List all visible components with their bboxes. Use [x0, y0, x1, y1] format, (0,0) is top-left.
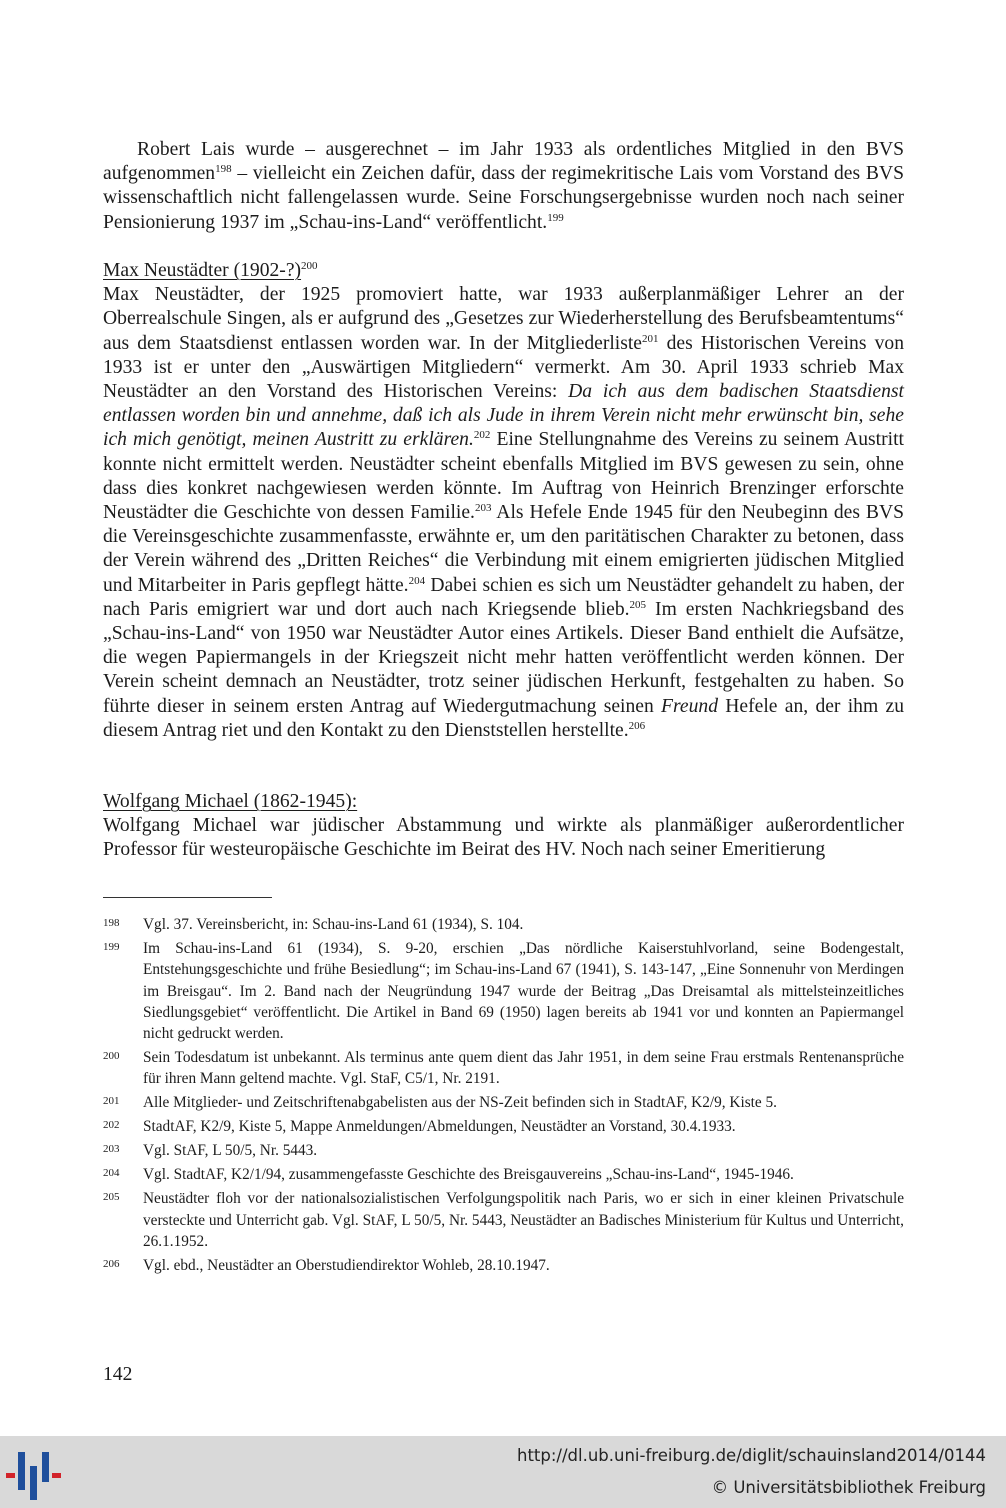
- footnote-ref[interactable]: 206: [628, 719, 646, 732]
- footnote-text: Alle Mitglieder- und Zeitschriftenabgabelisten aus der NS-Zeit befinden sich in StadtAF, K2/9, Kiste 5.: [143, 1094, 777, 1112]
- text: Hefele an, der ihm zu diesem Antrag riet und den Kontakt zu den Dienststellen herstellte.: [103, 695, 904, 741]
- footnote-ref[interactable]: 198: [215, 163, 232, 176]
- section-max-neustaedter: [103, 259, 904, 743]
- footnote: [103, 938, 904, 1044]
- footnote: [103, 1092, 904, 1113]
- footnote-ref[interactable]: 202: [473, 429, 491, 442]
- section-heading: Max Neustädter (1902-?): [103, 260, 302, 281]
- source-url-link[interactable]: http://dl.ub.uni-freiburg.de/diglit/schauinsland2014/0144: [516, 1446, 986, 1465]
- page-number: 142: [103, 1364, 133, 1385]
- footnote: [103, 1164, 904, 1185]
- footnote-text: StadtAF, K2/9, Kiste 5, Mappe Anmeldungen/Abmeldungen, Neustädter an Vorstand, 30.4.1933.: [143, 1118, 736, 1136]
- footnote-text: Vgl. 37. Vereinsbericht, in: Schau-ins-Land 61 (1934), S. 104.: [143, 916, 524, 933]
- footnote-text: Sein Todesdatum ist unbekannt. Als terminus ante quem dient das Jahr 1951, in dem seine Frau erstmals Rentenansprüche für ihren Mann geltend machte. Vgl. StaF, C5/1, Nr. 2191.: [143, 1049, 904, 1088]
- text: Im ersten Nachkriegsband des „Schau-ins-Land“ von 1950 war Neustädter Autor eines Artikels. Dieser Band enthielt die Aufsätze, die wegen Papiermangels in der Kriegszeit nicht mehr hatten veröffentlicht werden können. Der Verein scheint demnach an Neustädter, trotz seiner jüdischen Herkunft, festgehalten zu haben. So führte dieser in seinem ersten Antrag auf Wiedergutmachung seinen: [103, 598, 905, 717]
- footnote-number: 203: [103, 1143, 120, 1156]
- text: Max Neustädter, der 1925 promoviert hatte, war 1933 außerplanmäßiger Lehrer an der Oberrealschule Singen, als er aufgrund des „Gesetzes zur Wiederherstellung des Berufsbeamtentums“ aus dem Staatsdienst entlassen worden war. In der Mitgliederliste: [103, 284, 904, 354]
- text: Dabei schien es sich um Neustädter gehandelt zu haben, der nach Paris emigriert war und dort auch nach Kriegsende blieb.: [103, 574, 904, 620]
- footnote-text: Neustädter floh vor der nationalsozialistischen Verfolgungspolitik nach Paris, wo er sich in einer kleinen Privatschule versteckte und Unterricht gab. Vgl. StAF, L 50/5, Nr. 5443, Neustädter an Badisches Ministerium für Kultus und Unterricht, 26.1.1952.: [143, 1190, 904, 1250]
- copyright-text: © Universitätsbibliothek Freiburg: [711, 1478, 986, 1497]
- footnote-ref[interactable]: 203: [474, 502, 492, 515]
- text: Eine Stellungnahme des Vereins zu seinem Austritt konnte nicht ermittelt werden. Neustädter scheint ebenfalls Mitglied im BVS gewesen zu sein, ohne dass dies konkret nachgewiesen werden könnte. Im Auftrag von Heinrich Brenzinger erforschte Neustädter die Geschichte von dessen Familie.: [103, 429, 904, 524]
- footnote-ref[interactable]: 200: [301, 260, 318, 272]
- footnote-text: Vgl. StAF, L 50/5, Nr. 5443.: [143, 1142, 318, 1160]
- ub-freiburg-logo-icon[interactable]: [4, 1444, 64, 1500]
- footnote-number: 200: [103, 1050, 120, 1063]
- footnote: [103, 914, 904, 935]
- footnote-number: 205: [103, 1191, 120, 1204]
- text: des Historischen Vereins von 1933 ist er unter den „Auswärtigen Mitgliedern“ vermerkt. Am 30. April 1933 schrieb Max Neustädter an den Vorstand des Historischen Vereins:: [103, 332, 904, 403]
- footer-bar: [0, 1436, 1006, 1508]
- emphasis: Freund: [661, 695, 718, 717]
- footnote-number: 206: [103, 1257, 120, 1270]
- footnote-text: Vgl. ebd., Neustädter an Oberstudiendirektor Wohleb, 28.10.1947.: [143, 1256, 550, 1274]
- section-wolfgang-michael: [103, 790, 904, 863]
- footnote: [103, 1116, 904, 1137]
- text: Robert Lais wurde – ausgerechnet – im Jahr 1933 als ordentliches Mitglied in den BVS aufgenommen: [103, 139, 904, 185]
- text: – vielleicht ein Zeichen dafür, dass der regimekritische Lais vom Vorstand des BVS wissenschaftlich nicht fallengelassen wurde. Seine Forschungsergebnisse wurden noch nach seiner Pensionierung 1937 im „Schau-ins-Land“ veröffentlicht.: [103, 163, 904, 233]
- text: Als Hefele Ende 1945 für den Neubeginn des BVS die Vereinsgeschichte zusammenfasste, erwähnte er, um den paritätischen Charakter zu betonen, dass der Verein während des „Dritten Reiches“ die Verbindung mit einem emigrierten jüdischen Mitglied und Mitarbeiter in Paris gepflegt hätte.: [103, 502, 905, 596]
- footnote-number: 202: [103, 1119, 120, 1132]
- paragraph-robert-lais: [103, 138, 904, 235]
- footnote-number: 199: [103, 940, 120, 953]
- footnote-ref[interactable]: 199: [547, 211, 564, 224]
- footnote-number: 201: [103, 1095, 120, 1108]
- footnote-divider: [103, 897, 272, 898]
- footnote: [103, 1255, 904, 1276]
- footnote: [103, 1188, 904, 1252]
- footnote-ref[interactable]: 204: [408, 574, 426, 587]
- footnote: [103, 1047, 904, 1090]
- quote: Da ich aus dem badischen Staatsdienst entlassen worden bin und annehme, daß ich als Jude in ihrem Verein nicht mehr erwünscht bin, sehe ich mich genötigt, meinen Austritt zu erklären.: [103, 381, 904, 451]
- footnote-text: Vgl. StadtAF, K2/1/94, zusammengefasste Geschichte des Breisgauvereins „Schau-ins-Land“, 1945-1946.: [143, 1166, 794, 1184]
- footnote-ref[interactable]: 201: [642, 332, 659, 345]
- footnote: [103, 1140, 904, 1161]
- text: Wolfgang Michael war jüdischer Abstammung und wirkte als planmäßiger außerordentlicher Professor für westeuropäische Geschichte im Beirat des HV. Noch nach seiner Emeritierung: [103, 815, 904, 861]
- footnote-number: 204: [103, 1167, 120, 1180]
- section-heading: Wolfgang Michael (1862-1945):: [103, 791, 358, 812]
- footnote-number: 198: [103, 917, 120, 929]
- footnote-ref[interactable]: 205: [629, 598, 647, 611]
- footnote-text: Im Schau-ins-Land 61 (1934), S. 9-20, erschien „Das nördliche Kaiserstuhlvorland, seine Bodengestalt, Entstehungsgeschichte und frühe Besiedlung“; im Schau-ins-Land 67 (1941), S. 143-147, „Eine Sonnenuhr von Merdingen im Breisgau“. Im 2. Band nach der Neugründung 1947 wurde der Beitrag „Das Dreisamtal als mittelsteinzeitliches Siedlungsgebiet“ veröffentlicht. Die Artikel in Band 69 (1950) lagen bereits ab 1941 vor und konnten an Papiermangel nicht gedruckt werden.: [143, 939, 904, 1043]
- footnotes: [103, 914, 904, 1279]
